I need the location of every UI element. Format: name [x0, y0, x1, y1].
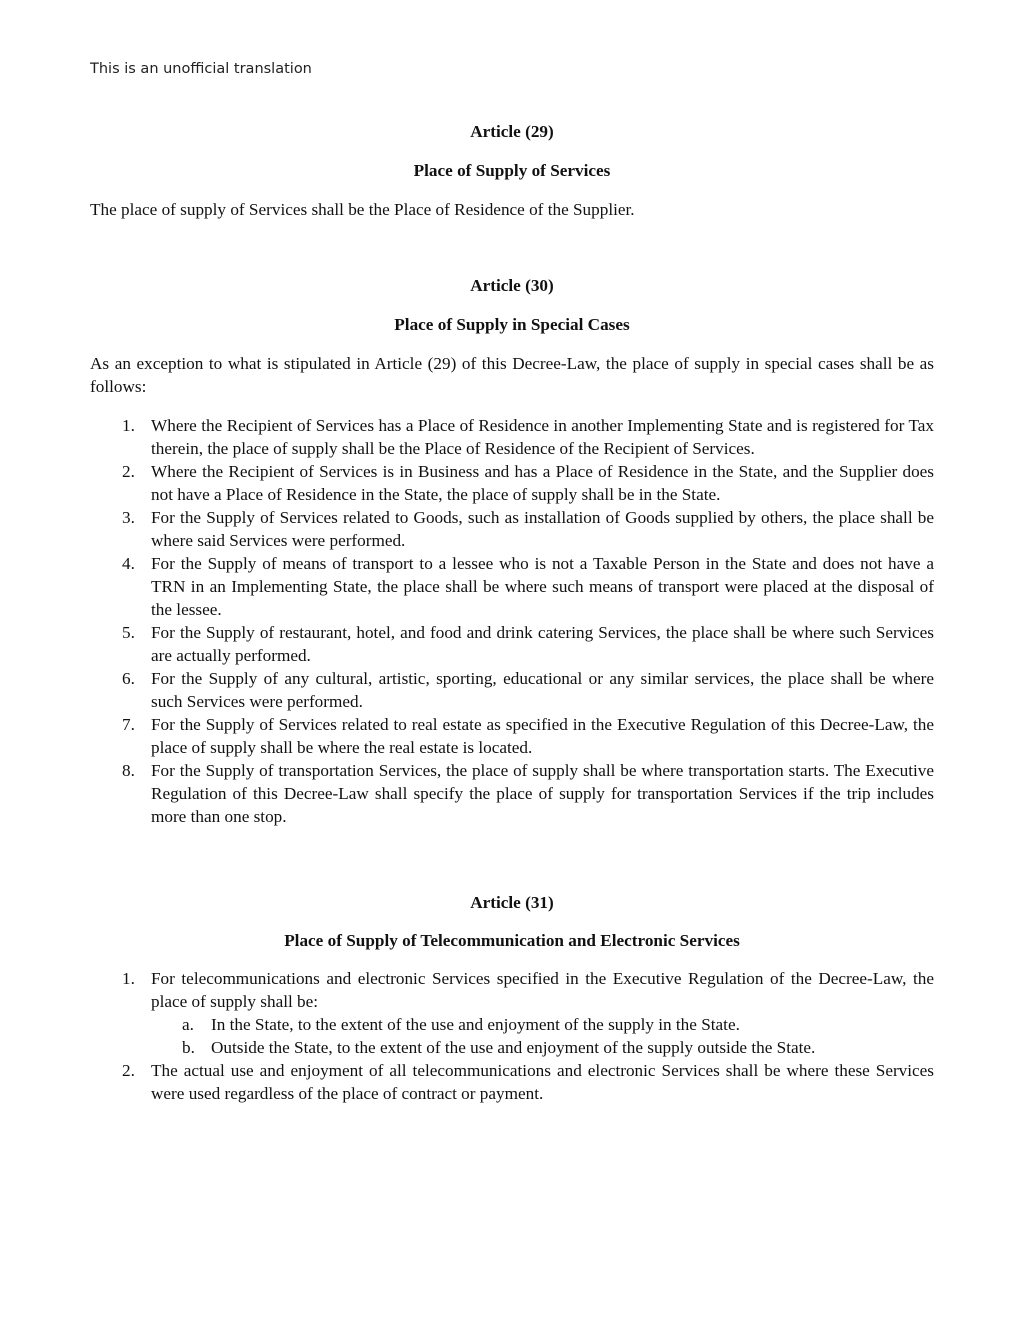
- list-item: [90, 552, 934, 621]
- list-item-number: 3.: [122, 508, 135, 527]
- sub-list-item-letter: a.: [182, 1015, 194, 1034]
- article-31-title: Place of Supply of Telecommunication and Electronic Services: [284, 931, 740, 950]
- sub-list-item-text: Outside the State, to the extent of the use and enjoyment of the supply outside the State.: [211, 1038, 816, 1057]
- list-item-text: For the Supply of any cultural, artistic, sporting, educational or any similar services, the place shall be where such Services were performed.: [151, 669, 934, 711]
- list-item: [90, 621, 934, 667]
- list-item-number: 2.: [122, 1061, 135, 1080]
- list-item-text: For the Supply of Services related to real estate as specified in the Executive Regulation of this Decree-Law, the place of supply shall be where the real estate is located.: [151, 715, 934, 757]
- list-item: [90, 759, 934, 828]
- list-item-text: For the Supply of transportation Services, the place of supply shall be where transportation starts. The Executive Regulation of this Decree-Law shall specify the place of supply for transportation Services if the trip includes more than one stop.: [151, 761, 934, 826]
- list-item-text: For telecommunications and electronic Services specified in the Executive Regulation of the Decree-Law, the place of supply shall be:: [151, 969, 934, 1011]
- list-item: [90, 506, 934, 552]
- list-item-text: For the Supply of means of transport to a lessee who is not a Taxable Person in the State and does not have a TRN in an Implementing State, the place shall be where such means of transport were placed at the disposal of the lessee.: [151, 554, 934, 619]
- list-item-number: 4.: [122, 554, 135, 573]
- list-item: [90, 713, 934, 759]
- list-item-text: Where the Recipient of Services is in Business and has a Place of Residence in the State, and the Supplier does not have a Place of Residence in the State, the place of supply shall be in the State.: [151, 462, 934, 504]
- translation-note: This is an unofficial translation: [90, 61, 312, 77]
- list-item: [90, 667, 934, 713]
- list-item-text: The actual use and enjoyment of all telecommunications and electronic Services shall be where these Services were used regardless of the place of contract or payment.: [151, 1061, 934, 1103]
- article-29-text: The place of supply of Services shall be the Place of Residence of the Supplier.: [90, 200, 635, 219]
- article-30-title: Place of Supply in Special Cases: [394, 315, 630, 334]
- list-item: [90, 460, 934, 506]
- list-item-number: 5.: [122, 623, 135, 642]
- list-item-text: For the Supply of restaurant, hotel, and food and drink catering Services, the place shall be where such Services are actually performed.: [151, 623, 934, 665]
- sub-list-item: [90, 1036, 934, 1059]
- list-item-number: 6.: [122, 669, 135, 688]
- article-30-list: [90, 414, 934, 828]
- list-item-number: 2.: [122, 462, 135, 481]
- list-item-number: 7.: [122, 715, 135, 734]
- list-item-text: For the Supply of Services related to Goods, such as installation of Goods supplied by others, the place shall be where said Services were performed.: [151, 508, 934, 550]
- article-30-number: Article (30): [470, 276, 554, 295]
- list-item: [90, 967, 934, 1013]
- list-item-number: 1.: [122, 969, 135, 988]
- article-31-list: [90, 967, 934, 1105]
- list-item: [90, 1059, 934, 1105]
- sub-list-item-text: In the State, to the extent of the use and enjoyment of the supply in the State.: [211, 1015, 740, 1034]
- article-29-title: Place of Supply of Services: [413, 161, 611, 180]
- article-30-intro: As an exception to what is stipulated in Article (29) of this Decree-Law, the place of supply in special cases shall be as follows:: [90, 354, 934, 396]
- list-item-number: 1.: [122, 416, 135, 435]
- list-item: [90, 414, 934, 460]
- sub-list-item-letter: b.: [182, 1038, 195, 1057]
- list-item-number: 8.: [122, 761, 135, 780]
- article-31-number: Article (31): [470, 893, 554, 912]
- article-29-number: Article (29): [470, 122, 554, 141]
- sub-list-item: [90, 1013, 934, 1036]
- list-item-text: Where the Recipient of Services has a Place of Residence in another Implementing State and is registered for Tax therein, the place of supply shall be the Place of Residence of the Recipient of Services.: [151, 416, 934, 458]
